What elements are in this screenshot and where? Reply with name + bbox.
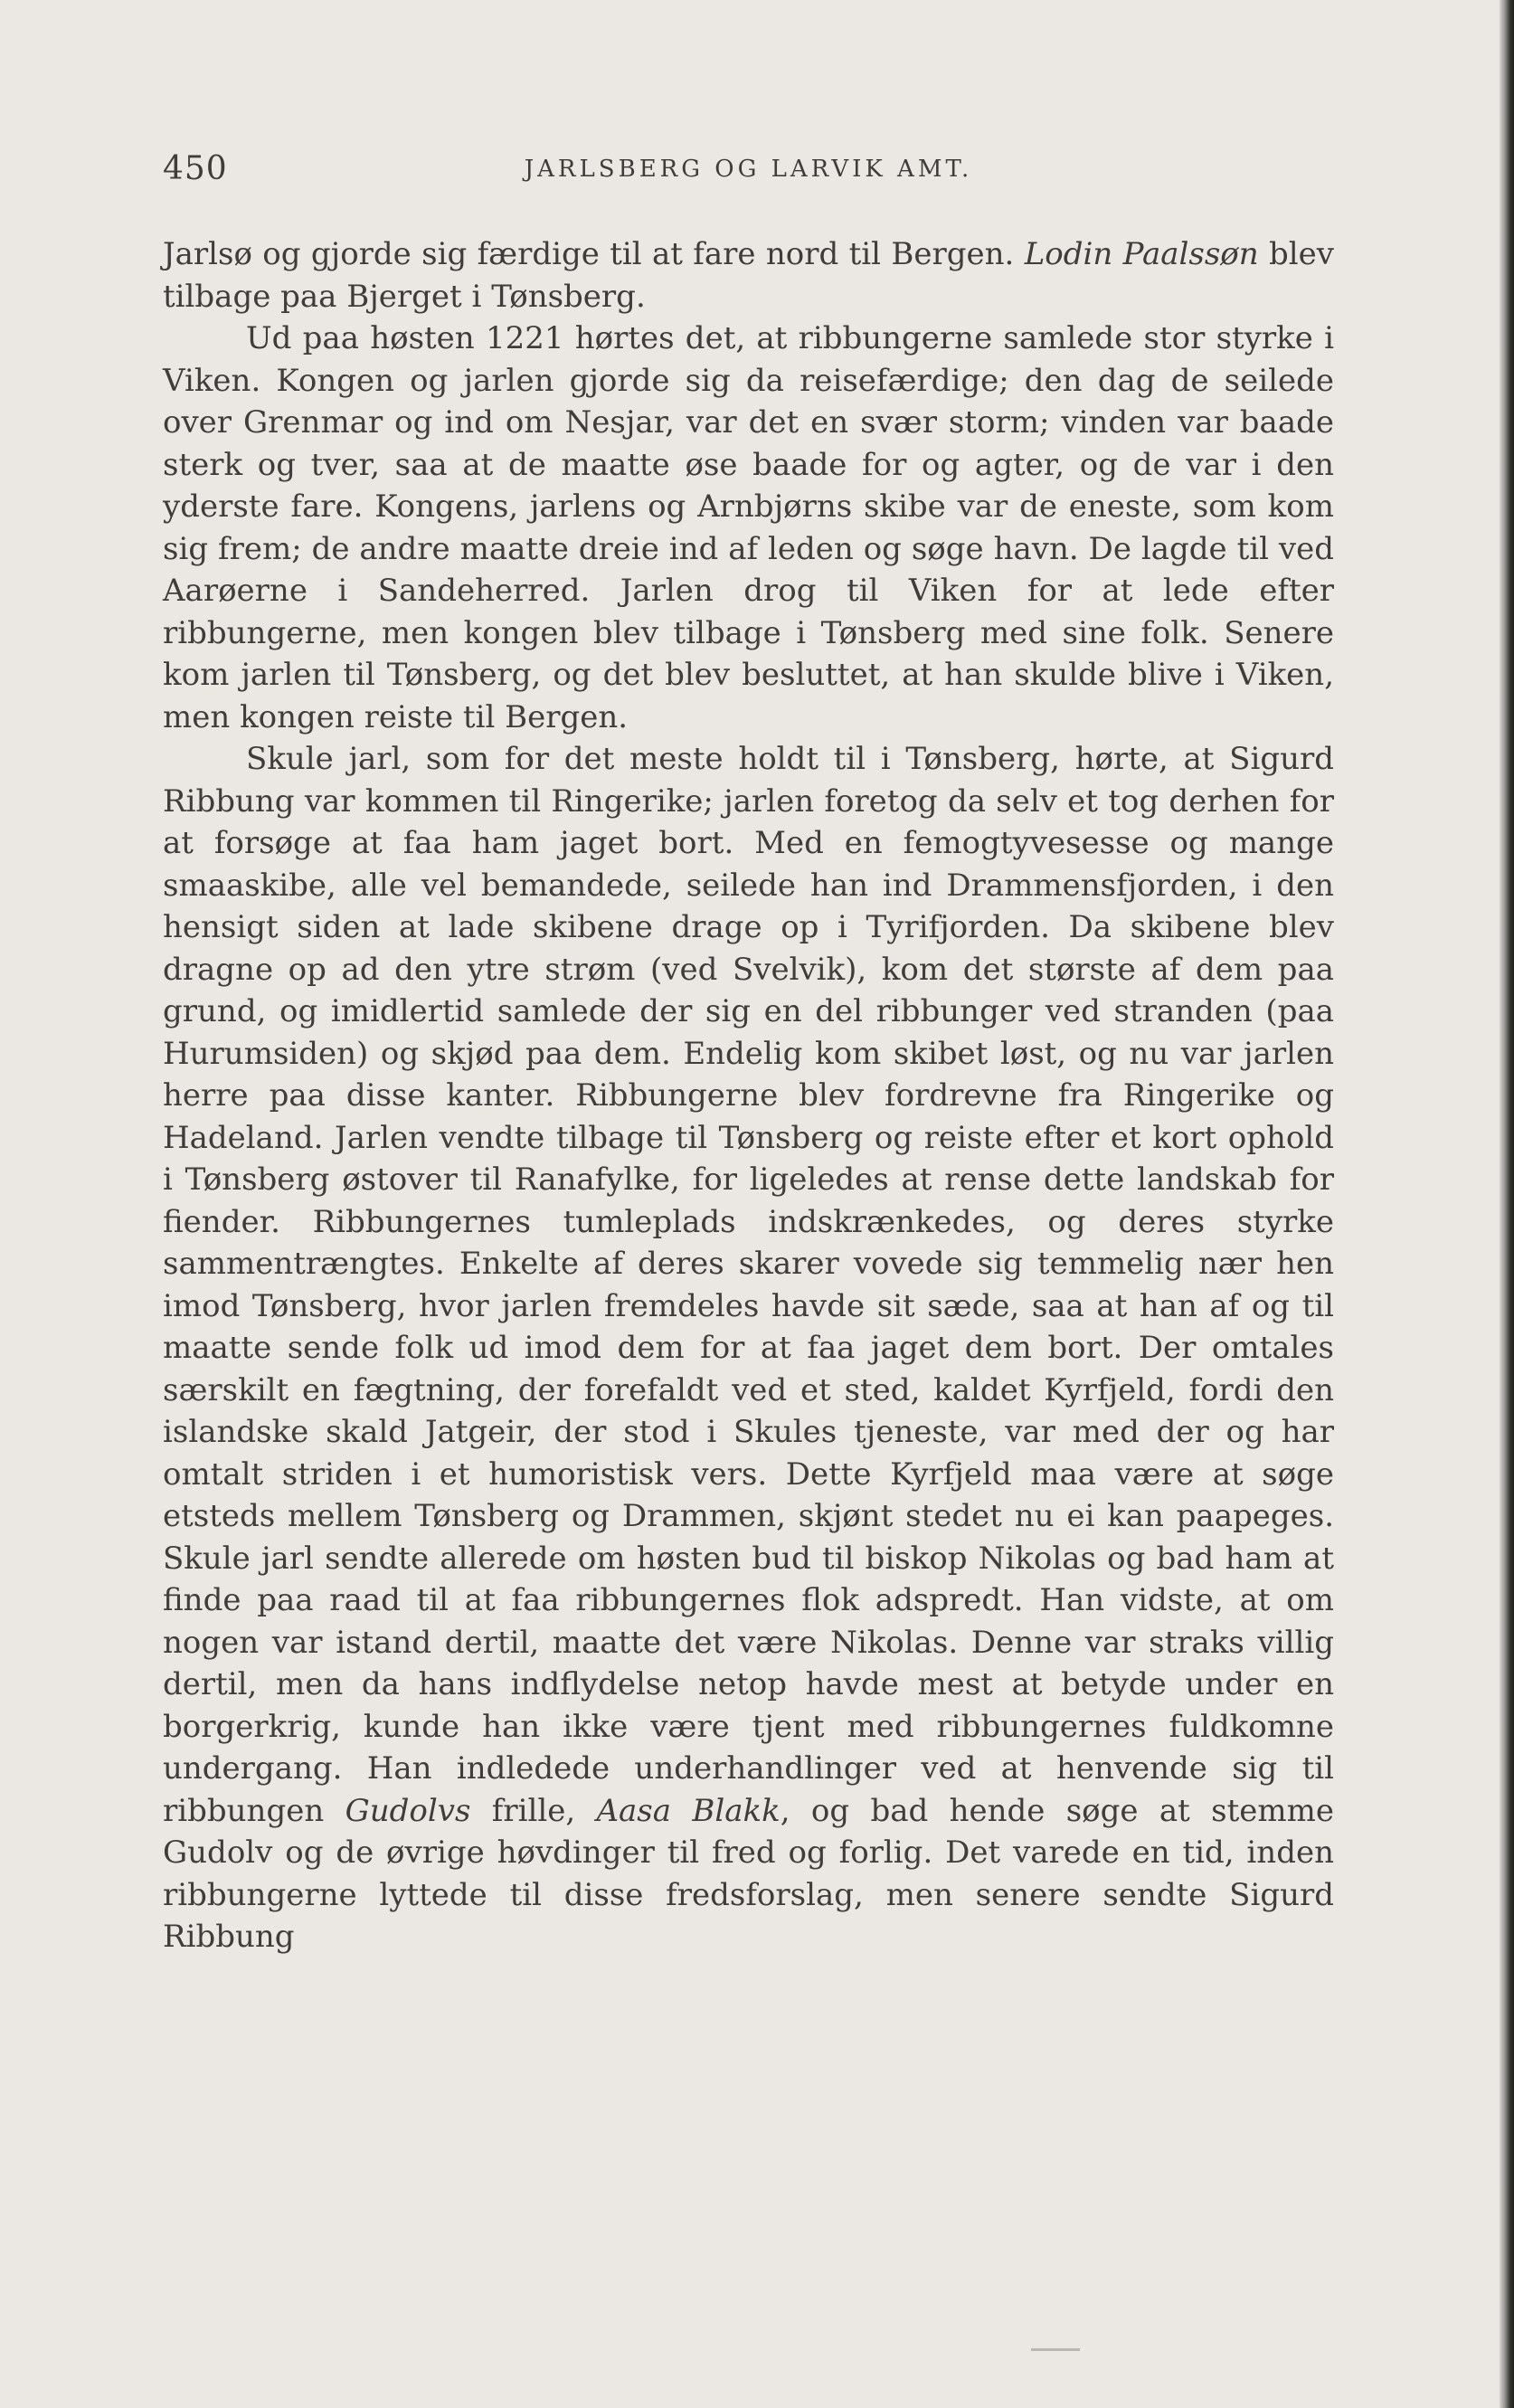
- page-number: 450: [163, 150, 228, 187]
- text-segment: Skule jarl, som for det meste holdt til i Tønsberg, hørte, at Sigurd Ribbung var kommen til Ringerike; jarlen foretog da selv et tog derhen for at forsøge at faa ham jaget bort. Med en femogtyvesesse og mange smaaskibe, alle vel bemandede, seilede han ind Drammensfjorden, i den hensigt siden at lade skibene drage op i Tyrifjorden. Da skibene blev dragne op ad den ytre strøm (ved Svelvik), kom det største af dem paa grund, og imidlertid samlede der sig en del ribbunger ved stranden (paa Hurumsiden) og skjød paa dem. Endelig kom skibet løst, og nu var jarlen herre paa disse kanter. Ribbungerne blev fordrevne fra Ringerike og Hadeland. Jarlen vendte tilbage til Tønsberg og reiste efter et kort ophold i Tønsberg østover til Ranafylke, for ligeledes at rense dette landskab for fiender. Ribbungernes tumleplads indskrænkedes, og deres styrke sammentrængtes. Enkelte af deres skarer vovede sig temmelig nær hen imod Tønsberg, hvor jarlen fremdeles havde sit sæde, saa at han af og til maatte sende folk ud imod dem for at faa jaget dem bort. Der omtales særskilt en fægtning, der forefaldt ved et sted, kaldet Kyrfjeld, fordi den islandske skald Jatgeir, der stod i Skules tjeneste, var med der og har omtalt striden i et humoristisk vers. Dette Kyrfjeld maa være at søge etsteds mellem Tønsberg og Drammen, skjønt stedet nu ei kan paapeges. Skule jarl sendte allerede om høsten bud til biskop Nikolas og bad ham at finde paa raad til at faa ribbungernes flok adspredt. Han vidste, at om nogen var istand dertil, maatte det være Nikolas. Denne var straks villig dertil, men da hans indflydelse netop havde mest at betyde under en borgerkrig, kunde han ikke være tjent med ribbungernes fuldkomne undergang. Han indledede underhandlinger ved at henvende sig til ribbungen: [163, 741, 1334, 1829]
- body-text: [163, 233, 1334, 1958]
- running-title: JARLSBERG OG LARVIK AMT.: [524, 156, 973, 183]
- paragraph: [163, 318, 1334, 738]
- text-segment: , og bad hende søge at stemme Gudolv og de øvrige høvdinger til fred og forlig. Det varede en tid, inden ribbungerne lyttede til disse fredsforslag, men senere sendte Sigurd Ribbung: [163, 1792, 1334, 1955]
- paragraph: [163, 233, 1334, 318]
- stray-pencil-mark: [1031, 2348, 1080, 2351]
- paragraph: [163, 738, 1334, 1958]
- italic-name: Gudolvs: [345, 1792, 471, 1829]
- italic-name: Lodin Paalssøn: [1024, 236, 1259, 272]
- text-segment: frille,: [470, 1792, 597, 1829]
- binding-edge: [1500, 0, 1514, 2408]
- page-header: [163, 150, 1334, 195]
- text-segment: blev tilbage paa Bjerget i Tønsberg.: [163, 236, 1334, 315]
- text-segment: Ud paa høsten 1221 hørtes det, at ribbungerne samlede stor styrke i Viken. Kongen og jarlen gjorde sig da reisefærdige; den dag de seilede over Grenmar og ind om Nesjar, var det en svær storm; vinden var baade sterk og tver, saa at de maatte øse baade for og agter, og de var i den yderste fare. Kongens, jarlens og Arnbjørns skibe var de eneste, som kom sig frem; de andre maatte dreie ind af leden og søge havn. De lagde til ved Aarøerne i Sandeherred. Jarlen drog til Viken for at lede efter ribbungerne, men kongen blev tilbage i Tønsberg med sine folk. Senere kom jarlen til Tønsberg, og det blev besluttet, at han skulde blive i Viken, men kongen reiste til Bergen.: [163, 320, 1334, 735]
- italic-name: Aasa Blakk: [596, 1792, 781, 1829]
- text-segment: Jarlsø og gjorde sig færdige til at fare nord til Bergen.: [163, 236, 1025, 272]
